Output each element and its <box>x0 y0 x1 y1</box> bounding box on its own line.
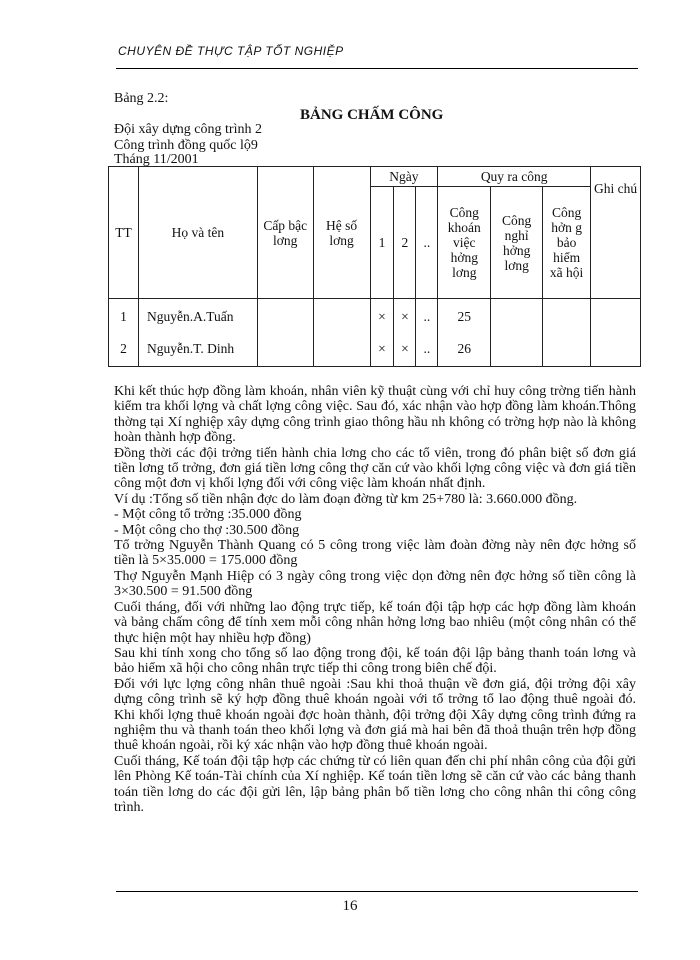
row-more-cell <box>416 299 438 367</box>
row-2-day1: × <box>378 340 386 356</box>
table-caption: Bảng 2.2: <box>114 91 169 106</box>
header-coefficient: Hệ số lơng <box>313 167 370 299</box>
row-tt-cell <box>109 299 139 367</box>
row-1-day2: × <box>401 308 409 324</box>
month-label: Tháng 11/2001 <box>114 152 199 167</box>
row-insurance-cell <box>543 299 591 367</box>
row-2-more: .. <box>423 340 431 356</box>
row-2-piecework: 26 <box>457 340 472 356</box>
paragraph: Đối với lực lợng công nhân thuê ngoài :Sau khi thoả thuận về đơn giá, đội trởng đội xây dựng công trình sẽ ký hợp đồng thuê khoán ngoài với tổ trởng tổ lao động thuê ngoài đó. Khi khối lợng thuê khoán ngoài đợc hoàn thành, đội trởng đội Xây dựng công trình đứng ra nghiệm thu và thanh toán theo khối lợng và đơn giá mà hai bên đã thoả thuận trên hợp đồng thuê khoán ngoài, rồi ký xác nhận vào hợp đồng thuê khoán ngoài. <box>114 676 636 754</box>
body-text <box>114 384 636 815</box>
row-2-day2: × <box>401 340 409 356</box>
header-summary: Quy ra công <box>438 167 591 187</box>
paragraph: - Một công cho thợ :30.500 đồng <box>114 522 300 538</box>
row-day2-cell <box>394 299 416 367</box>
paragraph: Cuối tháng, Kế toán đội tập hợp các chứng từ có liên quan đến chi phí nhân công của đội gửi lên Phòng Kế toán-Tài chính của Xí nghiệp. Kế toán tiền lơng sẽ căn cứ vào các bảng thanh toán tiền lơng do các đội gửi lên, lập bảng phân bổ tiền lơng cho công nhân thi công công trình. <box>114 753 636 815</box>
header-tt: TT <box>109 167 139 299</box>
page-number: 16 <box>342 898 358 914</box>
header-day-more: .. <box>416 187 438 299</box>
row-1-more: .. <box>423 308 431 324</box>
row-leave-cell <box>491 299 543 367</box>
header-grade: Cấp bậc lơng <box>257 167 313 299</box>
paragraph: Sau khi tính xong cho tổng số lao động trong đội, kế toán đội lập bảng thanh toán lơng và bảo hiểm xã hội cho công nhân trực tiếp thi công trong biên chế đội. <box>114 645 636 677</box>
header-note: Ghi chú <box>591 167 641 299</box>
project-label: Công trình đồng quốc lộ9 <box>114 138 258 153</box>
row-grade-cell <box>257 299 313 367</box>
row-piecework-cell <box>438 299 491 367</box>
header-piecework: Công khoán việc hởng lơng <box>438 187 491 299</box>
running-header: CHUYÊN ĐỀ THỰC TẬP TỐT NGHIỆP <box>118 44 344 58</box>
row-1-name: Nguyễn.A.Tuấn <box>146 308 234 324</box>
page-title: BẢNG CHẤM CÔNG <box>300 107 444 123</box>
header-day-2: 2 <box>394 187 416 299</box>
row-2-name: Nguyễn.T. Dinh <box>146 340 235 356</box>
row-1-tt: 1 <box>120 308 127 324</box>
paragraph: Khi kết thúc hợp đồng làm khoán, nhân viên kỹ thuật cùng với chỉ huy công trờng tiến hành kiểm tra khối lợng và chất lợng công việc. Sau đó, xác nhận vào hợp đồng làm khoán.Thông thờng tại Xí nghiệp xây dựng công trình giao thông hầu nh không có trờng hợp nào là không hoàn thành hợp đồng. <box>114 384 636 446</box>
row-2-tt: 2 <box>120 340 127 356</box>
header-days: Ngày <box>370 167 438 187</box>
row-note-cell <box>591 299 641 367</box>
row-day1-cell <box>370 299 394 367</box>
header-leave: Công nghỉ hởng lơng <box>491 187 543 299</box>
row-name-cell <box>138 299 257 367</box>
table-row <box>109 299 641 367</box>
row-1-piecework: 25 <box>457 308 472 324</box>
paragraph: Thợ Nguyễn Mạnh Hiệp có 3 ngày công trong việc dọn đờng nên đợc hởng số tiền công là 3×30.500 = 91.500 đồng <box>114 568 636 600</box>
paragraph: Đồng thời các đội trởng tiến hành chia lơng cho các tổ viên, trong đó phân biệt số đơn giá tiền lơng tổ trởng, đơn giá tiền lơng công thợ căn cứ vào khối lợng công việc và đơn giá tiền công một đơn vị khối lợng đối với công việc làm khoán nhất định. <box>114 445 636 492</box>
header-name: Họ và tên <box>138 167 257 299</box>
attendance-table <box>108 166 641 367</box>
row-1-day1: × <box>378 308 386 324</box>
paragraph: - Một công tổ trởng :35.000 đồng <box>114 507 302 523</box>
paragraph: Cuối tháng, đối với những lao động trực tiếp, kế toán đội tập hợp các hợp đồng làm khoán và bảng chấm công để tính xem mỗi công nhân hởng lơng bao nhiêu (một công nhân có thể thực hiện một hay nhiều hợp đồng) <box>114 599 636 646</box>
header-insurance: Công hởn g bảo hiểm xã hội <box>543 187 591 299</box>
header-day-1: 1 <box>370 187 394 299</box>
footer-rule <box>116 891 638 892</box>
header-rule <box>116 68 638 69</box>
paragraph: Ví dụ :Tổng số tiền nhận đợc do làm đoạn đờng từ km 25+780 là: 3.660.000 đồng. <box>114 491 578 507</box>
paragraph: Tổ trởng Nguyễn Thành Quang có 5 công trong việc làm đoàn đờng này nên đợc hởng số tiền là 5×35.000 = 175.000 đồng <box>114 538 636 569</box>
team-label: Đội xây dựng công trình 2 <box>114 122 262 137</box>
row-coefficient-cell <box>313 299 370 367</box>
